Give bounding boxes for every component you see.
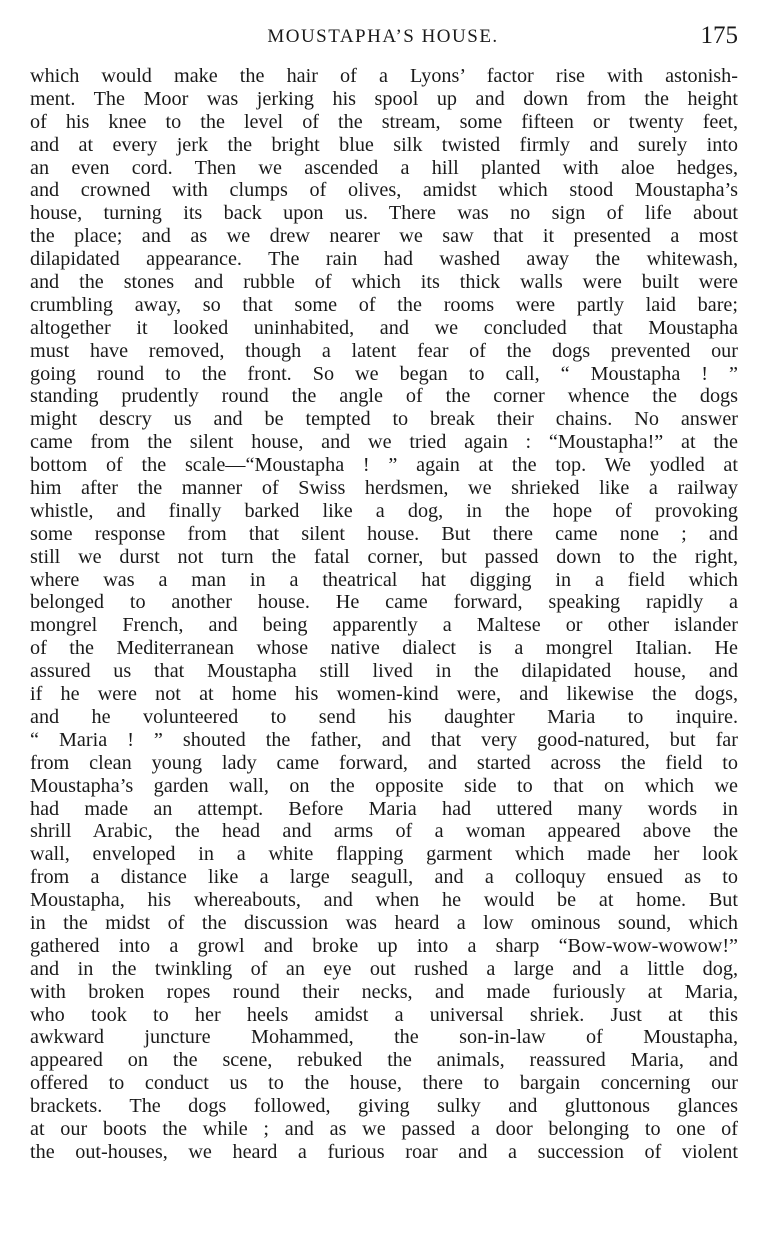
- text-line: where was a man in a theatrical hat digging in a field which: [30, 568, 738, 591]
- text-line: assured us that Moustapha still lived in the dilapidated house, and: [30, 660, 738, 683]
- text-line: and in the twinkling of an eye out rushed a large and a little dog,: [30, 957, 738, 980]
- text-line: the place; and as we drew nearer we saw that it presented a most: [30, 225, 738, 248]
- text-line: in the midst of the discussion was heard a low ominous sound, which: [30, 911, 738, 934]
- text-line: the out-houses, we heard a furious roar and a succession of violent: [30, 1140, 738, 1163]
- text-line: Moustapha’s garden wall, on the opposite side to that on which we: [30, 774, 738, 797]
- text-line: offered to conduct us to the house, there to bargain concerning our: [30, 1072, 738, 1095]
- text-line: from clean young lady came forward, and started across the field to: [30, 751, 738, 774]
- text-line: still we durst not turn the fatal corner, but passed down to the right,: [30, 545, 738, 568]
- text-line: bottom of the scale—“Moustapha ! ” again at the top. We yodled at: [30, 454, 738, 477]
- text-line: from a distance like a large seagull, and a colloquy ensued as to: [30, 866, 738, 889]
- text-line: standing prudently round the angle of the corner whence the dogs: [30, 385, 738, 408]
- text-line: belonged to another house. He came forward, speaking rapidly a: [30, 591, 738, 614]
- text-line: with broken ropes round their necks, and made furiously at Maria,: [30, 980, 738, 1003]
- text-line: brackets. The dogs followed, giving sulky and gluttonous glances: [30, 1095, 738, 1118]
- text-line: might descry us and be tempted to break their chains. No answer: [30, 408, 738, 431]
- running-title: MOUSTAPHA’S HOUSE.: [267, 26, 499, 47]
- text-line: and crowned with clumps of olives, amidst which stood Moustapha’s: [30, 179, 738, 202]
- body-text: [30, 65, 738, 1164]
- text-line: if he were not at home his women-kind were, and likewise the dogs,: [30, 683, 738, 706]
- page-number: 175: [700, 22, 738, 49]
- text-line: and the stones and rubble of which its thick walls were built were: [30, 271, 738, 294]
- text-line: ment. The Moor was jerking his spool up and down from the height: [30, 87, 738, 110]
- text-line: must have removed, though a latent fear of the dogs prevented our: [30, 339, 738, 362]
- page-header: [28, 22, 738, 52]
- text-line: and at every jerk the bright blue silk twisted firmly and surely into: [30, 133, 738, 156]
- text-line: some response from that silent house. But there came none ; and: [30, 522, 738, 545]
- text-line: of the Mediterranean whose native dialect is a mongrel Italian. He: [30, 637, 738, 660]
- text-line: altogether it looked uninhabited, and we concluded that Moustapha: [30, 316, 738, 339]
- text-line: at our boots the while ; and as we passed a door belonging to one of: [30, 1117, 738, 1140]
- text-line: mongrel French, and being apparently a Maltese or other islander: [30, 614, 738, 637]
- text-line: Moustapha, his whereabouts, and when he would be at home. But: [30, 889, 738, 912]
- text-line: an even cord. Then we ascended a hill planted with aloe hedges,: [30, 156, 738, 179]
- text-line: gathered into a growl and broke up into a sharp “Bow-wow-wowow!”: [30, 934, 738, 957]
- text-line: shrill Arabic, the head and arms of a woman appeared above the: [30, 820, 738, 843]
- text-line: him after the manner of Swiss herdsmen, we shrieked like a railway: [30, 477, 738, 500]
- text-line: crumbling away, so that some of the rooms were partly laid bare;: [30, 293, 738, 316]
- text-line: which would make the hair of a Lyons’ factor rise with astonish-: [30, 65, 738, 87]
- text-line: came from the silent house, and we tried again : “Moustapha!” at the: [30, 431, 738, 454]
- text-line: had made an attempt. Before Maria had uttered many words in: [30, 797, 738, 820]
- text-line: “ Maria ! ” shouted the father, and that very good-natured, but far: [30, 728, 738, 751]
- text-line: whistle, and finally barked like a dog, in the hope of provoking: [30, 499, 738, 522]
- text-line: going round to the front. So we began to call, “ Moustapha ! ”: [30, 362, 738, 385]
- text-line: house, turning its back upon us. There was no sign of life about: [30, 202, 738, 225]
- text-line: and he volunteered to send his daughter Maria to inquire.: [30, 705, 738, 728]
- text-line: wall, enveloped in a white flapping garment which made her look: [30, 843, 738, 866]
- text-line: of his knee to the level of the stream, some fifteen or twenty feet,: [30, 110, 738, 133]
- text-line: dilapidated appearance. The rain had washed away the whitewash,: [30, 248, 738, 271]
- text-line: who took to her heels amidst a universal shriek. Just at this: [30, 1003, 738, 1026]
- text-line: awkward juncture Mohammed, the son-in-law of Moustapha,: [30, 1026, 738, 1049]
- text-line: appeared on the scene, rebuked the animals, reassured Maria, and: [30, 1049, 738, 1072]
